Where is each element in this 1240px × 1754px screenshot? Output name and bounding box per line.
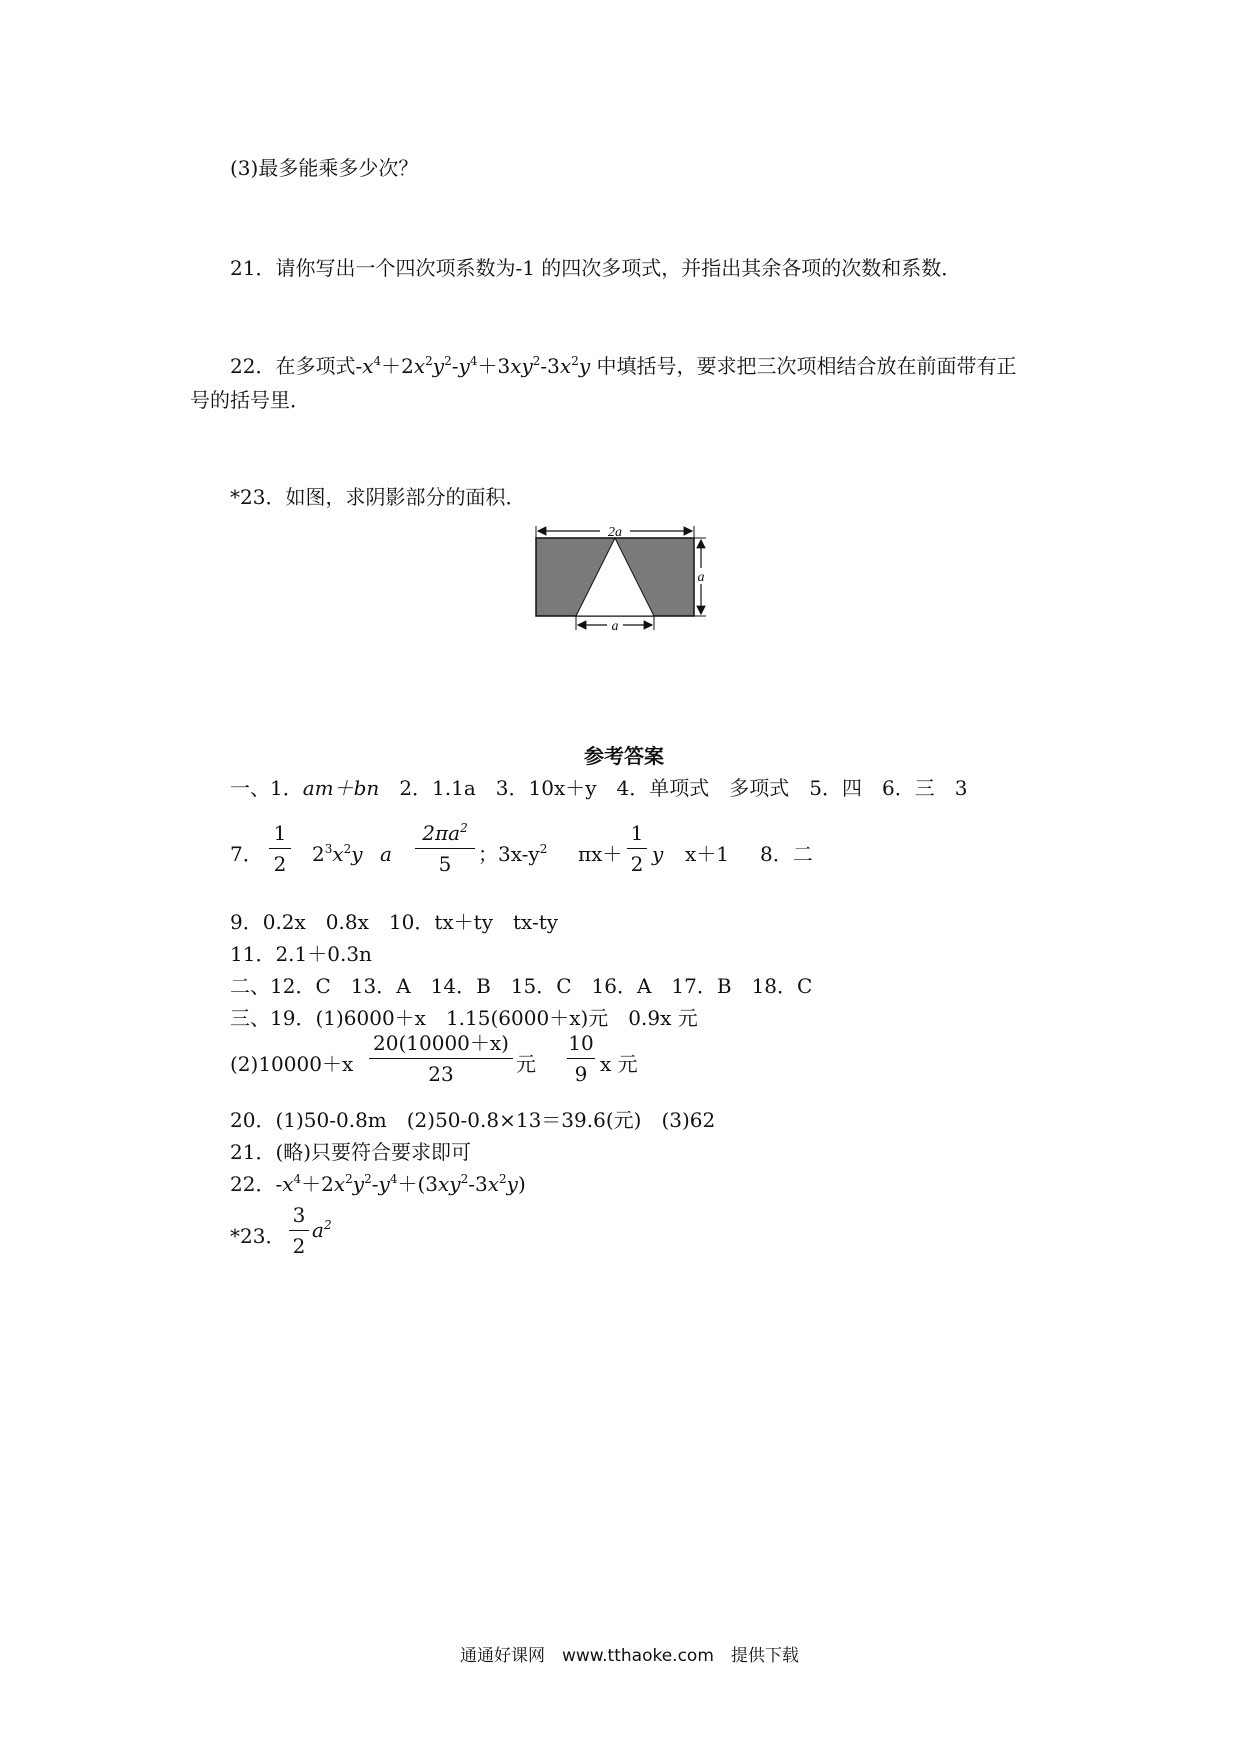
answer-row-6: 三、19．(1)6000＋x 1.15(6000＋x)元 0.9x 元 — [230, 1006, 698, 1030]
question-22-tail: 中填括号，要求把三次项相结合放在前面带有正 — [590, 354, 1017, 378]
answer-19-2-prefix: (2)10000＋x — [230, 1052, 354, 1076]
fraction-20-over-23: 20(10000＋x) 23 — [368, 1028, 514, 1089]
fraction-10-over-9: 10 9 — [568, 1031, 594, 1086]
page-footer: 通通好课网 www.tthaoke.com 提供下载 — [460, 1646, 799, 1666]
fraction-2pia2-over-5: $2\pi a^2$ 5 — [414, 818, 476, 879]
row10-prefix: 22． — [230, 1172, 276, 1196]
question-21: 21．请你写出一个四次项系数为-1 的四次多项式，并指出其余各项的次数和系数． — [230, 256, 962, 280]
answer-7-term-f: x＋1 — [685, 842, 730, 866]
answer-3: 3．10x＋y — [495, 776, 597, 800]
answer-row-3: 9．0.2x 0.8x 10．tx＋ty tx-ty — [230, 910, 559, 934]
label-a-right: a — [697, 570, 705, 585]
answer-row-9: 21．(略)只要符合要求即可 — [230, 1140, 472, 1164]
answer-row-5: 二、12．C 13．A 14．B 15．C 16．A 17．B 18．C — [230, 974, 813, 998]
answer-19-2-tail: x 元 — [600, 1052, 638, 1076]
question-23: *23．如图，求阴影部分的面积． — [230, 485, 526, 509]
answer-6: 6．三 3 — [882, 776, 968, 800]
answer-row-10: 22．$-x^4+2x^2y^2-y^4+(3xy^2-3x^2y)$ — [230, 1172, 526, 1196]
answer-7-term-d: πx＋ — [578, 842, 623, 866]
question-22-lead: 22．在多项式 — [230, 354, 356, 378]
fraction-numerator: $2\pi a^2$ — [422, 821, 468, 845]
answer-7-term-a: $2^3x^2y$ — [312, 842, 363, 866]
label-2a: 2a — [608, 525, 622, 540]
question-22-line1 — [230, 352, 1017, 380]
answers-title: 参考答案 — [584, 744, 664, 768]
label-a-bottom: a — [611, 619, 619, 634]
question-22-line2: 号的括号里． — [190, 388, 310, 412]
answer-5: 5．四 — [809, 776, 863, 800]
answer-7-term-b: a — [380, 842, 392, 866]
question-20-3: (3)最多能乘多少次？ — [230, 156, 419, 180]
answer-23-prefix: *23． — [230, 1224, 286, 1248]
shaded-area-figure — [530, 522, 750, 642]
polynomial-expression: $-x^4+2x^2y^2-y^4+3xy^2-3x^2y$ — [355, 354, 591, 378]
answer-7-term-e: y — [652, 842, 664, 866]
row1-prefix: 一、1． — [230, 776, 303, 800]
answer-row-4: 11．2.1＋0.3n — [230, 942, 372, 966]
fraction-three-halves: 3 2 — [288, 1200, 310, 1261]
answer-1: am＋bn — [302, 776, 380, 800]
answer-row-8: 20．(1)50-0.8m (2)50-0.8×13＝39.6(元) (3)62 — [230, 1108, 716, 1132]
answer-8: 8．二 — [760, 842, 813, 866]
answer-row-1 — [230, 774, 967, 802]
answer-2: 2．1.1a — [399, 776, 476, 800]
fraction-one-half-b: 1 2 — [626, 818, 648, 879]
answer-7-term-c: ；$3x-y^2$ — [478, 842, 548, 866]
answer-7-prefix: 7． — [230, 842, 263, 866]
answer-19-2-yuan: 元 — [516, 1052, 536, 1076]
fraction-one-half: 1 2 — [268, 818, 292, 879]
answer-4: 4．单项式 多项式 — [616, 776, 790, 800]
answer-23-tail: $a^2$ — [312, 1218, 332, 1242]
